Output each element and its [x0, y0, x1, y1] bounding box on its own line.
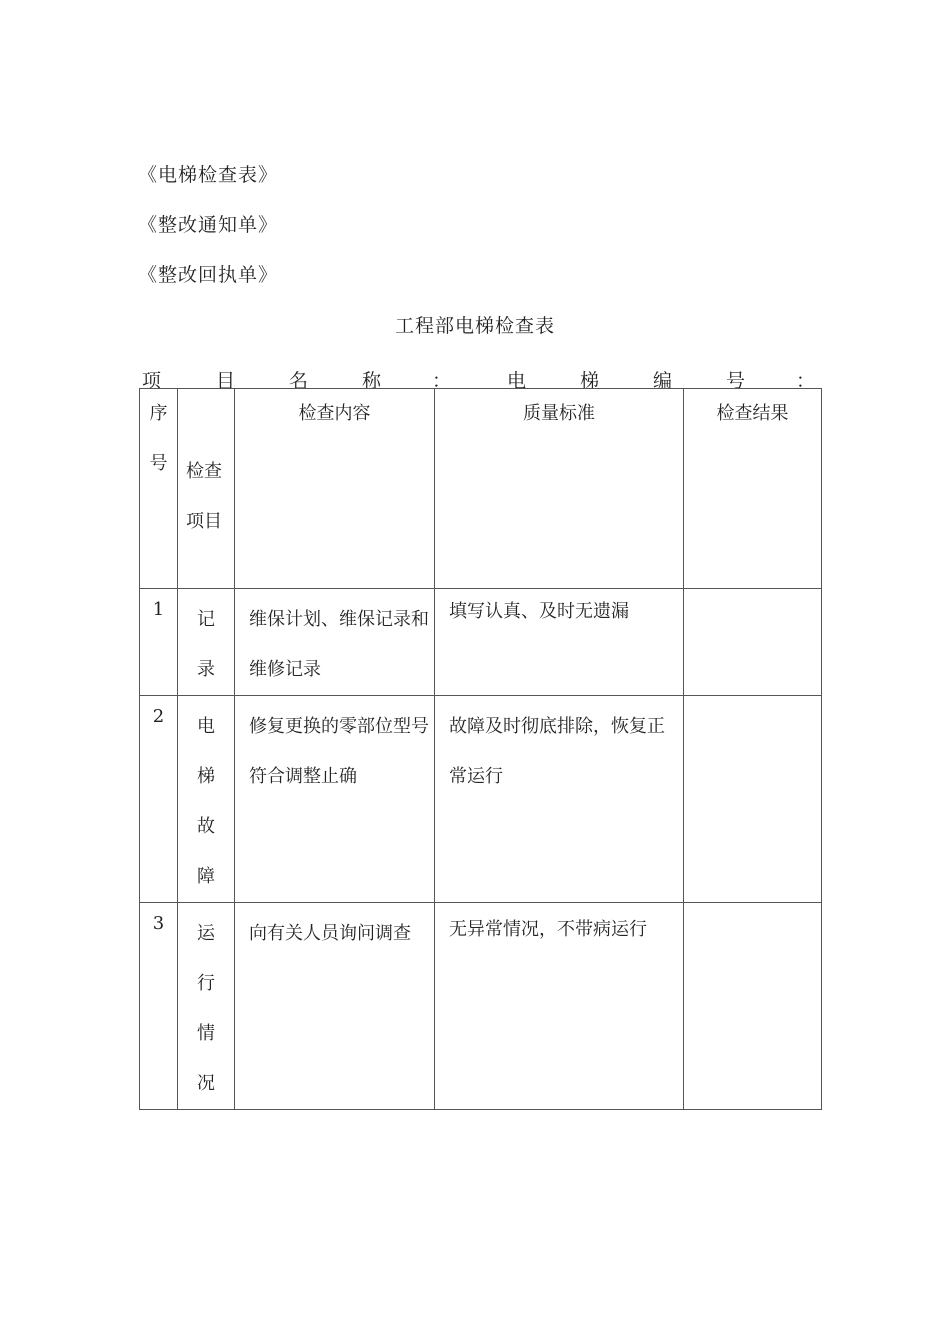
- row-standard: 填写认真、及时无遗漏: [435, 589, 684, 696]
- table-row: [140, 903, 822, 1110]
- row-seq: 1: [140, 589, 178, 696]
- row-standard: 无异常情况，不带病运行: [435, 903, 684, 1110]
- row-content: 修复更换的零部位型号符合调整止确: [235, 696, 435, 903]
- table-row: [140, 696, 822, 903]
- field-char: 项: [142, 370, 162, 392]
- row-seq: 3: [140, 903, 178, 1110]
- row-result[interactable]: [684, 589, 822, 696]
- header-seq: 序号: [140, 389, 178, 589]
- header-content: 检查内容: [235, 389, 435, 589]
- row-content: 向有关人员询问调查: [235, 903, 435, 1110]
- header-result: 检查结果: [684, 389, 822, 589]
- field-char: ：: [796, 370, 816, 392]
- doc-list-item-2: 《整改通知单》: [138, 214, 279, 236]
- row-item: 电梯故障: [178, 696, 235, 903]
- field-char: 电: [507, 370, 527, 392]
- row-standard: 故障及时彻底排除，恢复正常运行: [435, 696, 684, 903]
- field-char: 编: [653, 370, 673, 392]
- doc-list-item-3: 《整改回执单》: [138, 264, 279, 286]
- field-char: 名: [289, 370, 309, 392]
- field-char: 称: [362, 370, 382, 392]
- field-char: 号: [726, 370, 746, 392]
- table-title: 工程部电梯检查表: [394, 315, 555, 337]
- table-row: [140, 589, 822, 696]
- field-char: ：: [432, 370, 452, 392]
- header-standard: 质量标准: [435, 389, 684, 589]
- row-result[interactable]: [684, 903, 822, 1110]
- table-header-row: [140, 389, 822, 589]
- inspection-table: [139, 388, 822, 1110]
- doc-list-item-1: 《电梯检查表》: [138, 164, 279, 186]
- row-item: 记录: [178, 589, 235, 696]
- row-item: 运行情况: [178, 903, 235, 1110]
- field-char: 梯: [580, 370, 600, 392]
- row-seq: 2: [140, 696, 178, 903]
- header-item: 检查项目: [178, 389, 235, 589]
- row-result[interactable]: [684, 696, 822, 903]
- row-content: 维保计划、维保记录和维修记录: [235, 589, 435, 696]
- field-char: 目: [216, 370, 236, 392]
